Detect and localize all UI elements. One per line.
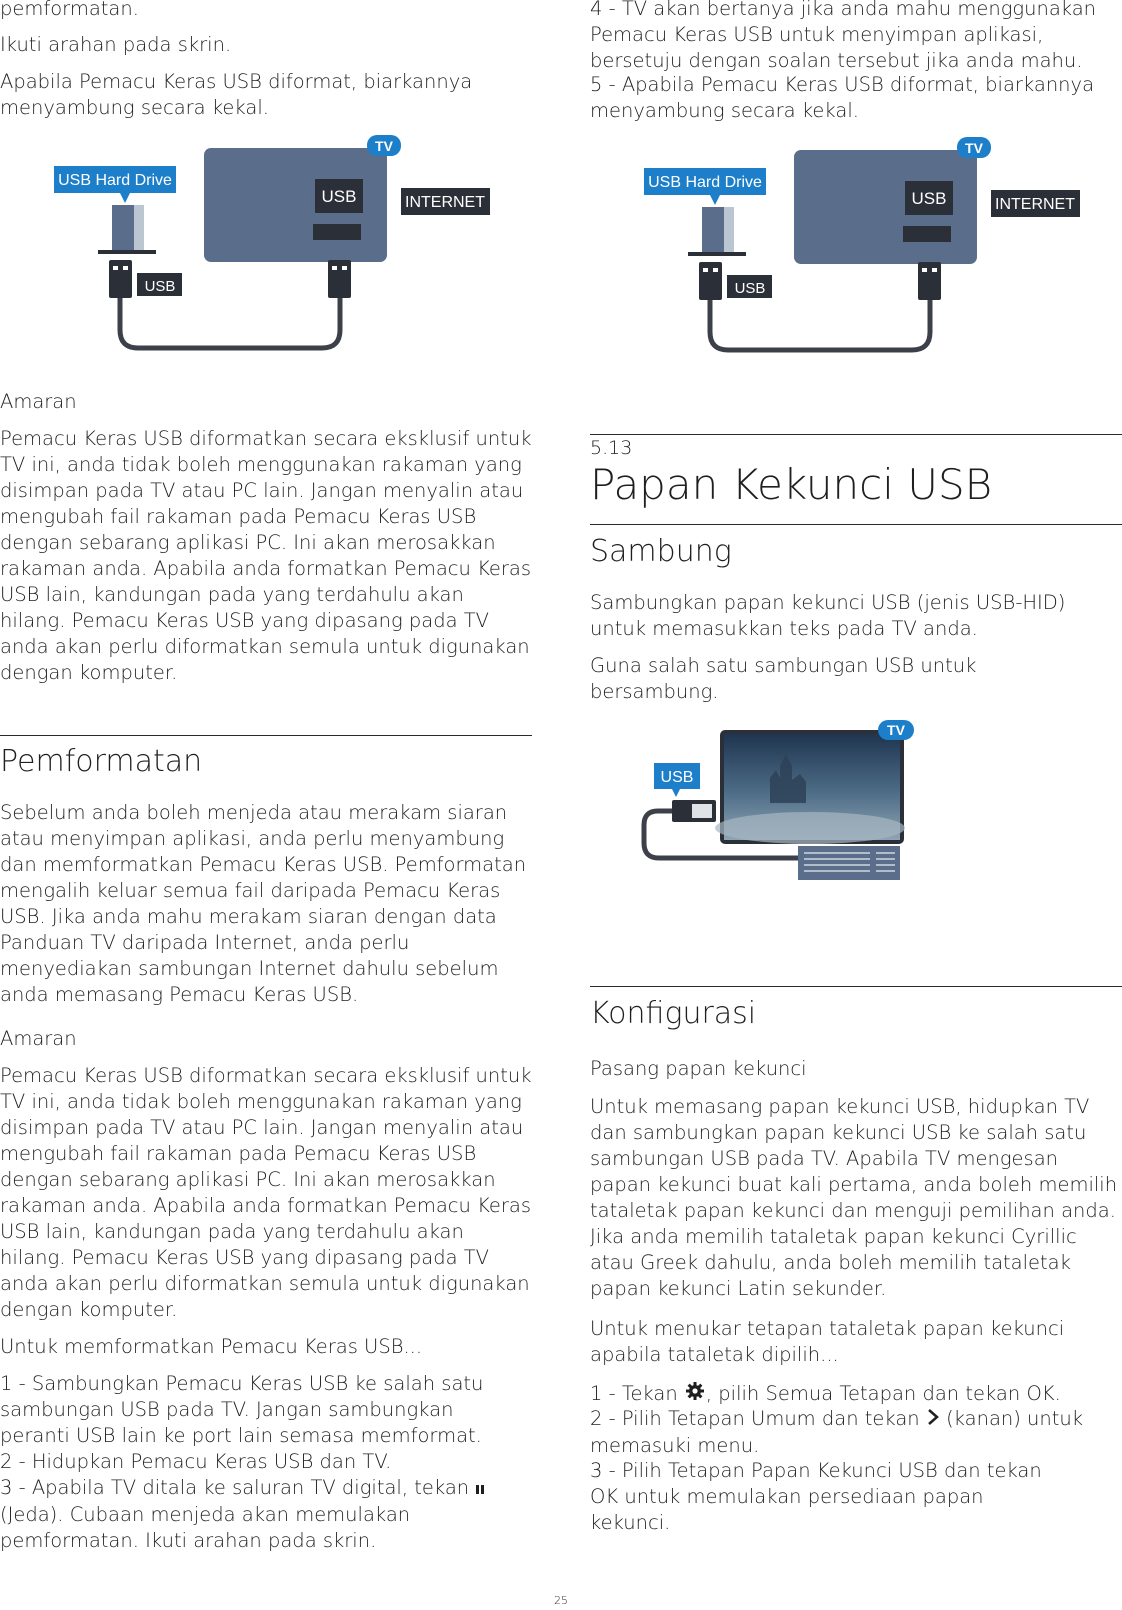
step-3-text: 3 - Apabila TV ditala ke saluran TV digital, tekan xyxy=(0,1476,470,1499)
usb-hdd-connection-diagram xyxy=(640,137,1090,367)
step-4: 4 - TV akan bertanya jika anda mahu menggunakan Pemacu Keras USB untuk menyimpan aplikasi, bersetuju dengan soalan tersebut jika anda mahu. xyxy=(590,0,1097,72)
section-number: 5.13 xyxy=(590,437,633,459)
paragraph: Sambungkan papan kekunci USB (jenis USB-HID) untuk memasukkan teks pada TV anda. xyxy=(590,591,1066,640)
section-divider xyxy=(590,524,1122,525)
usb-plug-icon xyxy=(918,262,941,300)
usb-hard-drive-label: USB Hard Drive xyxy=(648,174,762,191)
text: Untuk memasang papan kekunci USB, hidupkan TV dan sambungkan papan kekunci USB ke salah satu sambungan xyxy=(590,1095,1090,1170)
step-2 xyxy=(590,1406,1090,1459)
usb-label: USB xyxy=(660,769,694,786)
text: 2 - Pilih xyxy=(590,1407,668,1430)
step-1 xyxy=(590,1380,1122,1409)
subheading: Pasang papan kekunci xyxy=(590,1057,807,1080)
paragraph: pemformatan. xyxy=(0,0,139,20)
section-divider xyxy=(590,986,1122,987)
paragraph: Apabila Pemacu Keras USB diformat, biarkannya menyambung secara kekal. xyxy=(0,70,473,119)
section-divider xyxy=(0,735,532,736)
step-2: 2 - Hidupkan Pemacu Keras USB dan TV. xyxy=(0,1450,392,1473)
internet-label: INTERNET xyxy=(405,194,485,211)
text: 1 - Tekan xyxy=(590,1382,684,1405)
usb-cable xyxy=(120,298,340,348)
pause-icon xyxy=(475,1476,485,1502)
text: 3 - Pilih xyxy=(590,1459,668,1482)
usb-plug-icon xyxy=(699,262,722,300)
keyboard-icon xyxy=(798,846,900,880)
text: Guna salah satu sambungan xyxy=(590,654,875,677)
section-title: Konfigurasi xyxy=(590,996,757,1031)
warning-body: Pemacu Keras USB diformatkan secara eksklusif untuk TV ini, anda tidak boleh menggunakan rakaman yang disimpan pada TV atau PC lain. Jangan menyalin atau mengubah fail rakaman pada Pemacu Keras USB dengan sebarang aplikasi PC. Ini akan merosakkan rakaman anda. Apabila anda formatkan Pemacu Keras USB lain, kandungan pada yang terdahulu akan hilang. Pemacu Keras USB yang dipasang pada TV anda akan perlu diformatkan semula untuk digunakan dengan komputer. xyxy=(0,427,532,684)
text: USB untuk bersambung. xyxy=(590,654,977,703)
tv-badge: TV xyxy=(887,722,905,738)
page-number: 25 xyxy=(554,1594,568,1607)
text: , pilih xyxy=(705,1382,766,1405)
usb-cable-label: USB xyxy=(734,280,766,297)
step-1: 1 - Sambungkan Pemacu Keras USB ke salah satu sambungan USB pada TV. Jangan sambungkan peranti USB lain ke port lain semasa memformat. xyxy=(0,1372,484,1447)
step-3 xyxy=(590,1458,1070,1536)
gear-icon xyxy=(684,1380,706,1409)
paragraph: Untuk memformatkan Pemacu Keras USB... xyxy=(0,1335,423,1358)
usb-cable-label: USB xyxy=(144,278,176,295)
usb-plug-icon xyxy=(109,260,132,298)
warning-body: Pemacu Keras USB diformatkan secara eksklusif untuk TV ini, anda tidak boleh menggunakan rakaman yang disimpan pada TV atau PC lain. Jangan menyalin atau mengubah fail rakaman pada Pemacu Keras USB dengan sebarang aplikasi PC. Ini akan merosakkan rakaman anda. Apabila anda formatkan Pemacu Keras USB lain, kandungan pada yang terdahulu akan hilang. Pemacu Keras USB yang dipasang pada TV anda akan perlu diformatkan semula untuk digunakan dengan komputer. xyxy=(0,1064,532,1321)
paragraph: Sebelum anda boleh menjeda atau merakam siaran atau menyimpan aplikasi, anda perlu menyambung dan memformatkan Pemacu Keras USB. Pemformatan mengalih keluar semua fail daripada Pemacu Keras USB. Jika anda mahu merakam siaran dengan data Panduan TV daripada Internet, anda perlu menyediakan sambungan Internet dahulu sebelum anda memasang Pemacu Keras USB. xyxy=(0,801,527,1006)
tv-badge: TV xyxy=(965,140,983,156)
section-title: Sambung xyxy=(590,534,732,569)
warning-title: Amaran xyxy=(0,390,77,413)
usb-plug-icon xyxy=(328,260,351,298)
usb-cable xyxy=(710,300,930,350)
text: Tetapan Umum dan tekan xyxy=(667,1407,926,1430)
step-5: 5 - Apabila Pemacu Keras USB diformat, biarkannya menyambung secara kekal. xyxy=(590,73,1095,122)
chapter-title: Papan Kekunci USB xyxy=(590,460,993,509)
paragraph xyxy=(590,1094,1122,1302)
step-3-text-b: (Jeda). Cubaan menjeda akan memulakan pemformatan. Ikuti arahan pada skrin. xyxy=(0,1502,411,1552)
paragraph xyxy=(590,653,1010,705)
text: Tetapan Papan Kekunci USB dan tekan xyxy=(667,1459,1042,1482)
tv-usb-label: USB xyxy=(911,189,947,208)
chevron-right-icon xyxy=(926,1407,940,1433)
chapter-divider xyxy=(590,434,1122,435)
usb-keyboard-connection-diagram xyxy=(640,718,930,908)
text: OK untuk memulakan persediaan papan kekunci. xyxy=(590,1485,984,1534)
text: OK. xyxy=(1026,1382,1061,1405)
tv-usb-label: USB xyxy=(321,187,357,206)
usb-hard-drive-label: USB Hard Drive xyxy=(58,172,172,189)
internet-label: INTERNET xyxy=(995,196,1075,213)
step-3 xyxy=(0,1475,500,1554)
paragraph: Ikuti arahan pada skrin. xyxy=(0,33,232,56)
paragraph: Untuk menukar tetapan tataletak papan kekunci apabila tataletak dipilih... xyxy=(590,1317,1065,1366)
tv-badge: TV xyxy=(375,138,393,154)
text: (kanan) untuk memasuki menu. xyxy=(590,1407,1084,1457)
text: Semua Tetapan dan tekan xyxy=(765,1382,1027,1405)
usb-hdd-connection-diagram xyxy=(50,135,500,365)
text: USB pada TV. Apabila TV mengesan papan kekunci buat kali pertama, anda boleh memilih tataletak papan kekunci dan menguji pemilihan anda. Jika anda memilih tataletak papan kekunci Cyrillic atau Greek dahulu, anda boleh memilih tataletak papan kekunci Latin sekunder. xyxy=(590,1147,1118,1300)
warning-title: Amaran xyxy=(0,1027,77,1050)
section-title: Pemformatan xyxy=(0,744,203,779)
